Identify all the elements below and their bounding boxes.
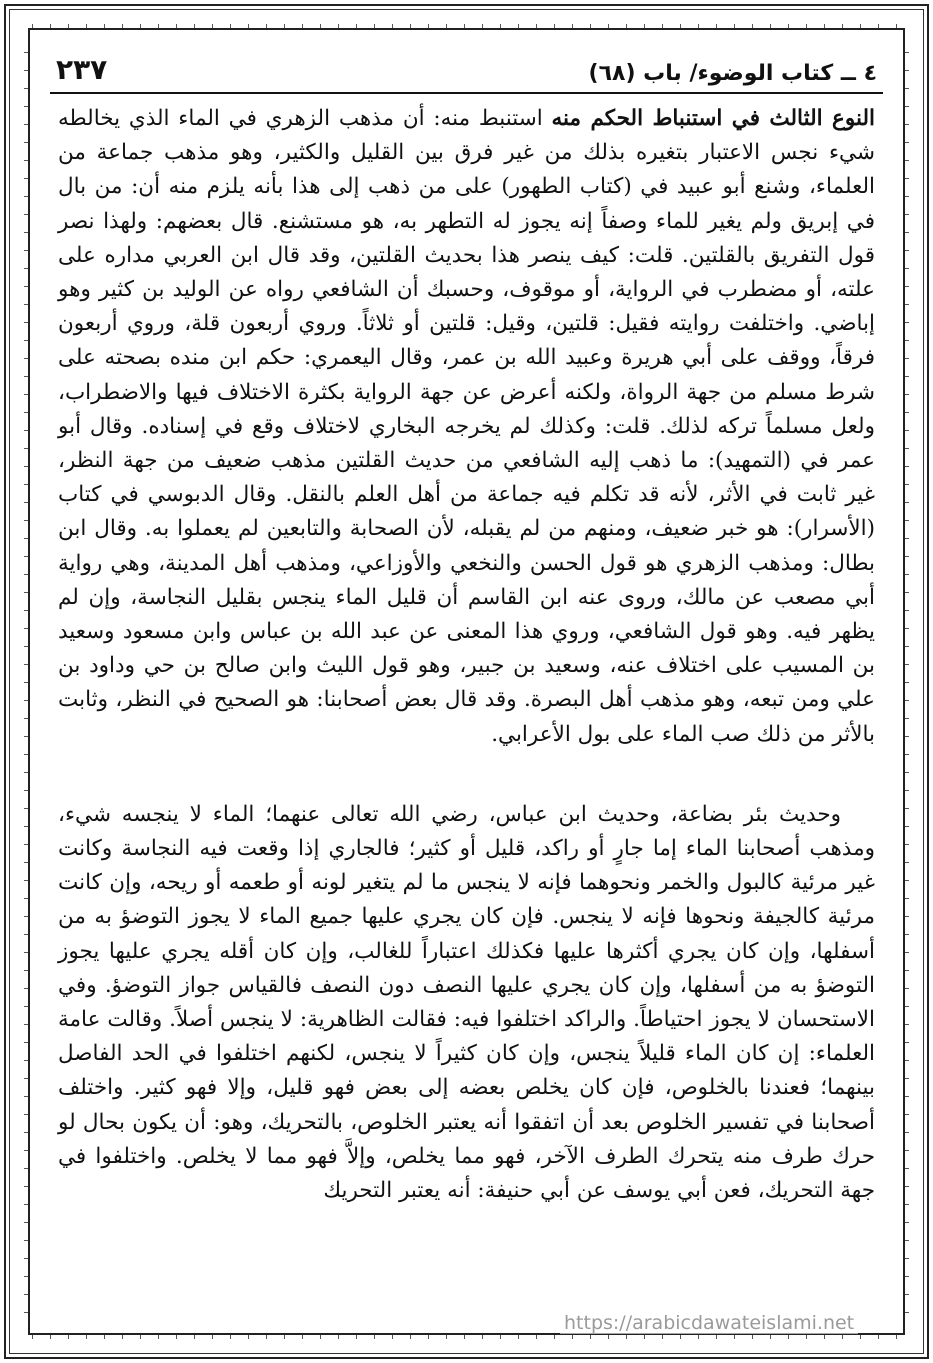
document-page xyxy=(50,36,883,1336)
page-number: ٢٣٧ xyxy=(56,53,108,86)
paragraph-1 xyxy=(50,102,883,752)
paragraph-2: وحديث بئر بضاعة، وحديث ابن عباس، رضي الله تعالى عنهما؛ الماء لا ينجسه شيء، ومذهب أصحابنا الماء إما جارٍ أو راكد، قليل أو كثير؛ فالجاري إذا وقعت فيه النجاسة وكانت غير مرئية كالبول والخمر ونحوهما فإنه لا ينجس ما لم يتغير لونه أو طعمه أو ريحه، وإن كانت مرئية كالجيفة ونحوها فإنه لا ينجس. فإن كان يجري عليها جميع الماء لا يجوز التوضؤ به من أسفلها، وإن كان يجري أكثرها عليها فكذلك اعتباراً للغالب، وإن كان أقله يجري عليها يجوز التوضؤ به من أسفلها، وإن كان يجري عليها النصف دون النصف فالقياس جواز التوضؤ. وفي الاستحسان لا يجوز احتياطاً. والراكد اختلفوا فيه: فقالت الظاهرية: لا ينجس أصلاً. وقالت عامة العلماء: إن كان الماء قليلاً ينجس، وإن كان كثيراً لا ينجس، لكنهم اختلفوا في الحد الفاصل بينهما؛ فعندنا بالخلوص، فإن كان يخلص بعضه إلى بعض فهو قليل، وإلا فهو كثير. واختلف أصحابنا في تفسير الخلوص بعد أن اتفقوا أنه يعتبر الخلوص، بالتحريك، وهو: أن يكون بحال لو حرك طرف منه يتحرك الطرف الآخر، فهو مما يخلص، وإلاَّ فهو مما لا يخلص. واختلفوا في جهة التحريك، فعن أبي يوسف عن أبي حنيفة: أنه يعتبر التحريك xyxy=(58,801,875,1204)
running-header-title: ٤ ــ كتاب الوضوء/ باب (٦٨) xyxy=(588,61,877,86)
paragraph-separator xyxy=(50,752,883,798)
watermark-url: https://arabicdawateislami.net xyxy=(560,1312,858,1334)
page-header xyxy=(50,36,883,94)
paragraph-1-text: استنبط منه: أن مذهب الزهري في الماء الذي يخالطه شيء نجس الاعتبار بتغيره بذلك من غير فرق بين القليل والكثير، وهو مذهب جماعة من العلماء، وشنع أبو عبيد في (كتاب الطهور) على من ذهب إلى هذا بأنه يلزم منه أن: من بال في إبريق ولم يغير للماء وصفاً إنه يجوز له التطهر به، هو مستشنع. قال بعضهم: ولهذا نصر قول التفريق بالقلتين. قلت: كيف ينصر هذا بحديث القلتين، وقد قال ابن العربي مداره على علته، أو مضطرب في الرواية، أو موقوف، وحسبك أن الشافعي رواه عن الوليد بن كثير وهو إباضي. واختلفت روايته فقيل: قلتين، وقيل: قلتين أو ثلاثاً. وروي أربعون قلة، وروي أربعون فرقاً، ووقف على أبي هريرة وعبيد الله بن عمر، وقال اليعمري: حكم ابن منده بصحته على شرط مسلم من جهة الرواة، ولكنه أعرض عن جهة الرواية بكثرة الاختلاف فيها والاضطراب، ولعل مسلماً تركه لذلك. قلت: وكذلك لم يخرجه البخاري لاختلاف وقع في إسناده. وقال أبو عمر في (التمهيد): ما ذهب إليه الشافعي من حديث القلتين مذهب ضعيف من جهة النظر، غير ثابت في الأثر، لأنه قد تكلم فيه جماعة من أهل العلم بالنقل. وقال الدبوسي في كتاب (الأسرار): هو خبر ضعيف، ومنهم من لم يقبله، لأن الصحابة والتابعين لم يعملوا به. وقال ابن بطال: ومذهب الزهري هو قول الحسن والنخعي والأوزاعي، ومذهب أهل المدينة، وهي رواية أبي مصعب عن مالك، وروى عنه ابن القاسم أن قليل الماء ينجس بقليل النجاسة، وإن لم يظهر فيه. وهو قول الشافعي، وروي هذا المعنى عن عبد الله بن عباس وابن مسعود وسعيد بن المسيب على اختلاف عنه، وسعيد بن جبير، وهو قول الليث وابن صالح بن حي وداود بن علي ومن تبعه، وهو مذهب أهل البصرة. وقد قال بعض أصحابنا: هو الصحيح في النظر، وثابت بالأثر من ذلك صب الماء على بول الأعرابي. xyxy=(58,106,875,747)
section-heading-inline: النوع الثالث في استنباط الحكم منه xyxy=(551,106,875,131)
